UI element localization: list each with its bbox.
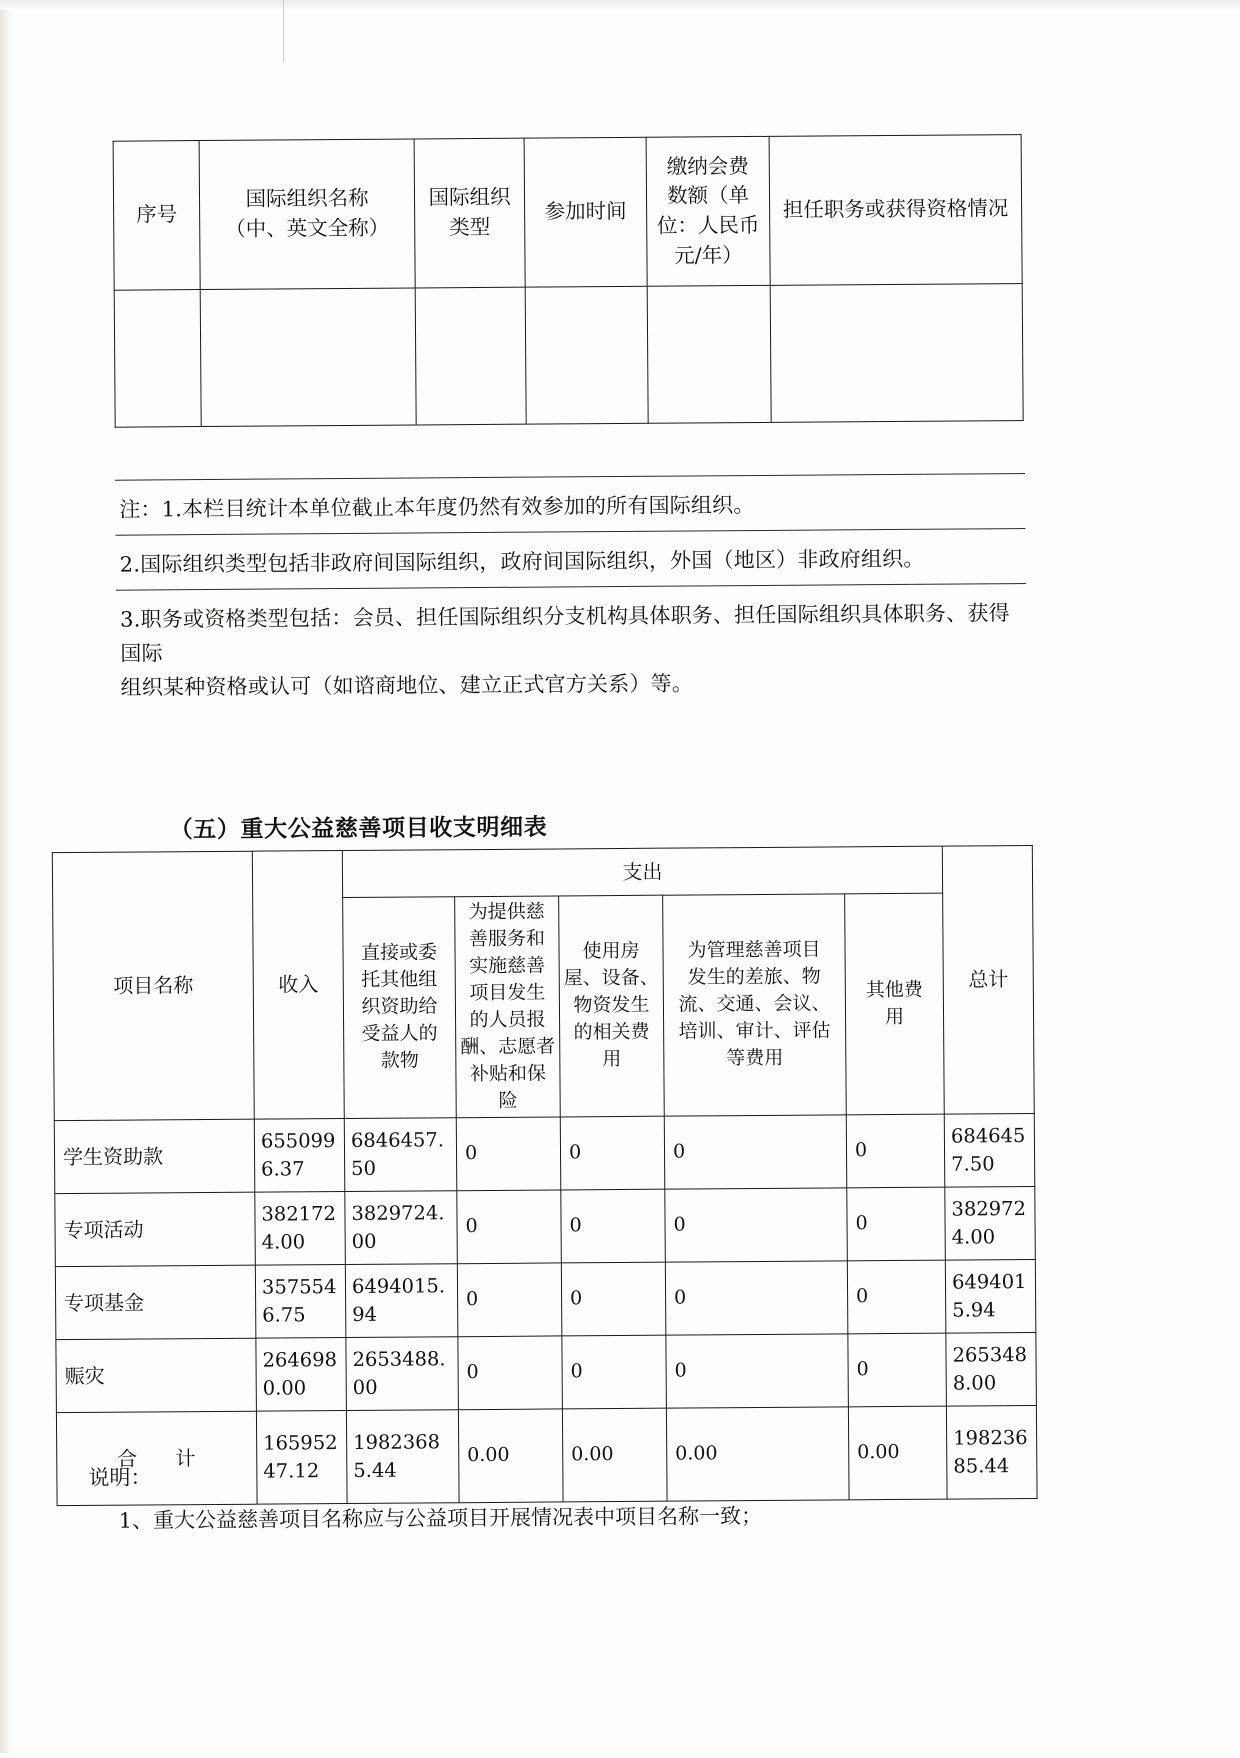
- header-label-facilities-l2: 屋、设备、: [563, 967, 659, 990]
- header-label-project-name: 项目名称: [113, 973, 194, 998]
- header-cell-fee: [646, 136, 770, 286]
- cell-grand-total: 19823685.44: [946, 1405, 1037, 1499]
- header-label-join-time: 参加时间: [544, 199, 627, 224]
- cell-direct-aid: 3829724.00: [345, 1190, 458, 1264]
- cell-row-total: 3829724.00: [945, 1186, 1036, 1260]
- cell-direct-aid: 2653488.00: [346, 1336, 459, 1410]
- header-label-org-name-line2: （中、英文全称）: [225, 215, 390, 241]
- charity-project-income-expense-table: [52, 845, 1038, 1506]
- cell-seq: [114, 290, 201, 428]
- table-row: [54, 1113, 1035, 1193]
- header-cell-other-expenses: [845, 893, 945, 1114]
- header-label-facilities-l3: 物资发生: [573, 994, 650, 1017]
- cell-management: 0: [665, 1261, 848, 1335]
- header-label-income: 收入: [278, 972, 319, 997]
- header-label-org-type-line1: 国际组织: [428, 185, 511, 210]
- header-label-seq: 序号: [136, 202, 178, 227]
- header-label-other-l1: 其他费: [865, 978, 923, 1002]
- cell-management: 0: [665, 1188, 848, 1262]
- cell-project-name: 专项基金: [55, 1265, 256, 1339]
- header-cell-seq: [113, 141, 200, 291]
- header-cell-management: [663, 894, 847, 1116]
- header-label-org-name-line1: 国际组织名称: [245, 186, 369, 212]
- international-organizations-table: [113, 134, 1024, 428]
- header-cell-project-name: [52, 851, 254, 1120]
- header-cell-personnel: [455, 896, 561, 1118]
- header-label-other-l2: 用: [884, 1005, 905, 1028]
- header-label-fee-line4: 元/年）: [674, 242, 743, 268]
- header-label-direct-aid-l4: 受益人的: [361, 1022, 438, 1046]
- cell-direct-aid: 6846457.50: [344, 1117, 457, 1191]
- cell-income: 3821724.00: [255, 1191, 346, 1265]
- header-cell-direct-aid: [343, 897, 457, 1119]
- cell-org-type: [415, 287, 526, 425]
- cell-management: 0: [664, 1115, 847, 1189]
- table-row: [114, 284, 1023, 428]
- cell-income: 6550996.37: [254, 1118, 345, 1192]
- note-item-3-line2: 组织某种资格或认可（如谘商地位、建立正式官方关系）等。: [120, 671, 694, 700]
- cell-facilities: 0: [561, 1189, 666, 1263]
- header-cell-facilities: [559, 895, 665, 1117]
- header-cell-grand-total: [942, 845, 1034, 1113]
- cell-personnel: 0: [457, 1263, 562, 1337]
- header-label-direct-aid-l2: 托其他组: [361, 968, 438, 992]
- header-cell-position: [769, 135, 1022, 286]
- cell-row-total: 6846457.50: [944, 1113, 1035, 1187]
- section-title: （五）重大公益慈善项目收支明细表: [169, 814, 548, 844]
- table-group-header-row: [52, 845, 1032, 899]
- header-cell-expenditure-group: 支出: [342, 846, 942, 897]
- header-label-personnel-l2: 善服务和: [468, 927, 546, 951]
- footer-notes: [88, 1452, 1029, 1545]
- header-label-management-l4: 培训、审计、评估: [678, 1019, 831, 1043]
- cell-personnel: 0: [457, 1190, 562, 1264]
- header-label-personnel-l4: 项目发生: [469, 981, 546, 1005]
- header-label-personnel-l8: 险: [498, 1089, 518, 1112]
- header-label-personnel-l3: 实施慈善: [469, 954, 546, 978]
- header-label-personnel-l5: 的人员报: [469, 1008, 546, 1031]
- cell-row-total: 2653488.00: [946, 1332, 1037, 1406]
- cell-income: 2646980.00: [256, 1337, 347, 1411]
- cell-facilities: 0: [561, 1262, 666, 1336]
- header-label-fee-line2: 数额（单: [666, 183, 750, 208]
- cell-total-personnel: 0.00: [458, 1409, 563, 1503]
- cell-project-name: 赈灾: [56, 1338, 257, 1412]
- header-label-grand-total: 总计: [968, 967, 1009, 992]
- cell-org-name: [200, 288, 416, 427]
- notes-block: [115, 473, 1027, 713]
- header-label-management-l5: 等费用: [726, 1047, 784, 1070]
- header-label-management-l2: 发生的差旅、物: [687, 965, 821, 989]
- table-header-row: [113, 135, 1022, 291]
- header-label-management-l1: 为管理慈善项目: [687, 938, 821, 962]
- header-label-org-type-line2: 类型: [449, 214, 491, 240]
- cell-project-name: 学生资助款: [54, 1119, 255, 1193]
- header-label-direct-aid-l1: 直接或委: [360, 941, 438, 965]
- cell-other-expenses: 0: [848, 1333, 947, 1407]
- header-cell-org-type: [414, 138, 525, 288]
- cell-position: [770, 284, 1023, 423]
- note-item-1: 注：1.本栏目统计本单位截止本年度仍然有效参加的所有国际组织。: [115, 473, 1025, 535]
- header-cell-org-name: [199, 139, 415, 290]
- header-label-personnel-l6: 酬、志愿者: [460, 1035, 556, 1059]
- header-label-facilities-l1: 使用房: [582, 940, 640, 963]
- header-cell-income: [252, 851, 344, 1119]
- header-label-direct-aid-l3: 织资助给: [361, 995, 438, 1019]
- header-label-facilities-l4: 的相关费: [573, 1021, 650, 1044]
- cell-total-facilities: 0.00: [562, 1408, 667, 1502]
- header-label-direct-aid-l5: 款物: [380, 1049, 419, 1073]
- cell-facilities: 0: [560, 1116, 665, 1190]
- header-cell-join-time: [524, 137, 647, 287]
- cell-other-expenses: 0: [847, 1260, 946, 1334]
- cell-total-other: 0.00: [848, 1406, 947, 1500]
- note-item-3-line1: 3.职务或资格类型包括：会员、担任国际组织分支机构具体职务、担任国际组织具体职务、获得国际: [120, 601, 1010, 666]
- note-item-3: [116, 583, 1027, 713]
- footer-item-1: 1、重大公益慈善项目名称应与公益项目开展情况表中项目名称一致；: [118, 1503, 763, 1533]
- cell-other-expenses: 0: [846, 1114, 945, 1188]
- header-label-fee-line3: 位：人民币: [656, 212, 760, 238]
- cell-personnel: 0: [456, 1117, 561, 1191]
- cell-other-expenses: 0: [847, 1187, 946, 1261]
- cell-total-label: 合 计: [56, 1411, 257, 1505]
- note-item-2: 2.国际组织类型包括非政府间国际组织，政府间国际组织，外国（地区）非政府组织。: [115, 528, 1025, 590]
- cell-total-direct-aid: 19823685.44: [346, 1409, 459, 1503]
- table-row: [55, 1186, 1036, 1266]
- header-label-fee-line1: 缴纳会费: [666, 153, 749, 179]
- cell-income: 3575546.75: [255, 1264, 346, 1338]
- header-label-personnel-l7: 补贴和保: [469, 1062, 547, 1085]
- table-row: [55, 1259, 1036, 1339]
- cell-direct-aid: 6494015.94: [345, 1263, 458, 1337]
- cell-personnel: 0: [458, 1336, 563, 1410]
- cell-total-management: 0.00: [666, 1407, 849, 1501]
- cell-project-name: 专项活动: [55, 1192, 256, 1266]
- cell-row-total: 6494015.94: [945, 1259, 1036, 1333]
- header-label-facilities-l5: 用: [602, 1048, 622, 1071]
- cell-facilities: 0: [562, 1335, 667, 1409]
- cell-join-time: [525, 286, 648, 424]
- table-row: [56, 1332, 1037, 1412]
- header-label-personnel-l1: 为提供慈: [468, 900, 545, 924]
- cell-total-income: 16595247.12: [256, 1410, 347, 1504]
- header-label-position: 担任职务或获得资格情况: [782, 196, 1009, 222]
- cell-fee: [647, 285, 771, 423]
- cell-management: 0: [666, 1334, 849, 1408]
- header-label-management-l3: 流、交通、会议、: [678, 992, 831, 1016]
- footer-label: 说明：: [88, 1465, 152, 1490]
